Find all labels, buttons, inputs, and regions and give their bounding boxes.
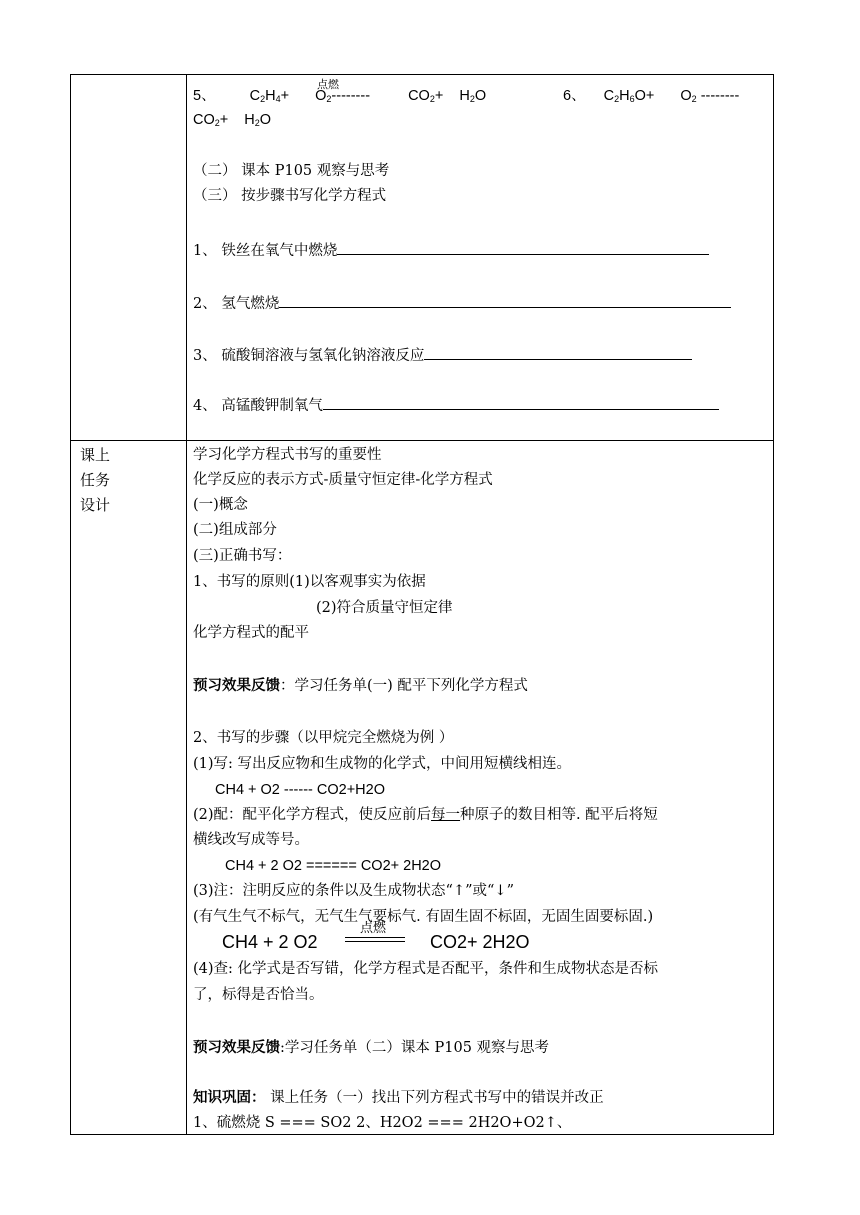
equation-step-1: CH4 + O2 ------ CO2+H2O: [215, 782, 385, 798]
reaction-condition: 点燃: [317, 78, 339, 91]
step-balance-cont: 横线改写成等号。: [193, 832, 309, 848]
equals-line-bottom: [345, 941, 405, 942]
step-check-cont: 了，标得是否恰当。: [193, 987, 324, 1003]
reaction-condition: 点燃: [360, 921, 387, 936]
answer-blank[interactable]: [337, 240, 709, 255]
content-line-3: (一)概念: [193, 497, 248, 513]
question-3: 3、 硫酸铜溶液与氢氧化钠溶液反应: [193, 345, 692, 366]
equation-6-products: $CO_2+ H_2O$: [193, 112, 272, 128]
content-line-6: 1、书写的原则(1)以客观事实为依据: [193, 574, 426, 590]
content-line-2: 化学反应的表示方式-质量守恒定律-化学方程式: [193, 472, 493, 488]
step-balance: (2)配：配平化学方程式，使反应前后每一种原子的数目相等. 配平后将短: [193, 807, 658, 823]
answer-blank[interactable]: [323, 395, 719, 410]
step-annotate-rule: (有气生气不标气，无气生气要标气. 有固生固不标固，无固生固要标固.): [193, 909, 654, 925]
section-2-heading: （二） 课本 P105 观察与思考: [193, 163, 390, 179]
step-write: (1)写: 写出反应物和生成物的化学式，中间用短横线相连。: [193, 756, 572, 772]
section-3-heading: （三） 按步骤书写化学方程式: [193, 188, 387, 204]
content-line-4: (二)组成部分: [193, 522, 277, 538]
step-annotate: (3)注：注明反应的条件以及生成物状态“↑”或“↓”: [193, 883, 514, 899]
exercise-line: 1、硫燃烧 S === SO2 2、H2O2 === 2H2O+O2↑、: [193, 1115, 572, 1131]
content-line-8: 化学方程式的配平: [193, 625, 309, 641]
steps-heading: 2、书写的步骤（以甲烷完全燃烧为例 ）: [193, 730, 454, 746]
question-1: 1、 铁丝在氧气中燃烧: [193, 240, 709, 261]
content-line-7: (2)符合质量守恒定律: [316, 600, 453, 616]
equals-line-top: [345, 937, 405, 938]
feedback-2: 预习效果反馈:学习任务单（二）课本 P105 观察与思考: [193, 1039, 550, 1056]
content-line-5: (三)正确书写：: [193, 548, 292, 564]
question-4: 4、 高锰酸钾制氧气: [193, 395, 719, 416]
equation-5: 5、 $C_2H_4+ O_2--------$ $CO_2+ H_2O$: [193, 88, 487, 104]
equation-6: 6、 $C_2H_6O+ O_2$ --------: [563, 88, 740, 104]
left-label-line-3: 设计: [80, 496, 111, 514]
left-label-line-2: 任务: [80, 471, 111, 489]
knowledge-consolidation: 知识巩固： 课上任务（一）找出下列方程式书写中的错误并改正: [193, 1089, 604, 1106]
left-label-line-1: 课上: [80, 446, 111, 464]
content-line-1: 学习化学方程式书写的重要性: [193, 447, 382, 463]
table-row-divider: [70, 440, 774, 441]
equation-step-3-products: CO2+ 2H2O: [430, 932, 530, 952]
answer-blank[interactable]: [424, 345, 692, 360]
feedback-1: 预习效果反馈：学习任务单(一) 配平下列化学方程式: [193, 677, 528, 694]
step-check: (4)查: 化学式是否写错，化学方程式是否配平，条件和生成物状态是否标: [193, 961, 659, 977]
equation-step-3-reactants: CH4 + 2 O2: [222, 932, 318, 952]
answer-blank[interactable]: [279, 293, 731, 308]
table-column-divider: [186, 74, 187, 1135]
question-2: 2、 氢气燃烧: [193, 293, 731, 314]
equation-step-2: CH4 + 2 O2 ====== CO2+ 2H2O: [225, 858, 442, 874]
